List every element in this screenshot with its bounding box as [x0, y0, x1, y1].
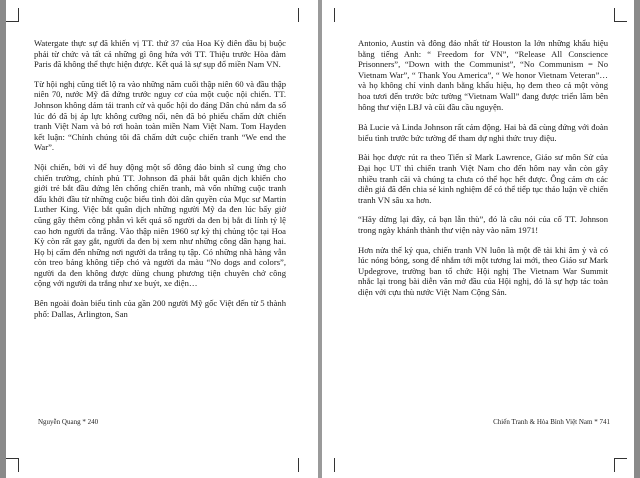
right-page: [322, 0, 634, 478]
paragraph: “Hãy dừng lại đây, cả bạn lẫn thù”, đó là câu nói của cố TT. Johnson trong ngày khánh thành thư viện này vào năm 1971!: [358, 214, 608, 235]
paragraph: Bài học được rút ra theo Tiến sĩ Mark Lawrence, Giáo sư môn Sử của Đại học UT thì chiến tranh Việt Nam cho đến hôm nay vẫn còn gây nhiều tranh cãi và chúng ta chưa có thể học hết được. Ông cảm ơn các diễn giả đã đến chia sẻ kinh nghiệm để có thể tiếp tục thảo luận về chiến tranh VN sâu xa hơn.: [358, 152, 608, 205]
crop-mark: [298, 8, 299, 22]
paragraph: Từ hội nghị cũng tiết lộ ra vào những năm cuối thập niên 60 và đầu thập niên 70, nước Mỹ đã đứng trước nguy cơ của một cuộc nội chiến. TT. Johnson không dám tái tranh cử và quốc hội do đảng Dân chủ nắm đa số lúc đó đã bị áp lực không cưỡng nổi, nên đã bỏ phiếu chấm dứt chiến tranh Việt Nam và bỏ rơi hoàn toàn miền Nam Việt Nam. Tom Hayden kết luận: “Chính chúng tôi đã chấm dứt cuộc chiến tranh “We end the War”.: [34, 78, 286, 153]
paragraph: Bên ngoài đoàn biểu tình của gần 200 người Mỹ gốc Việt đến từ 5 thành phố: Dallas, Arlington, San: [34, 298, 286, 319]
paragraph: Hơn nửa thế kỷ qua, chiến tranh VN luôn là một đề tài khi âm ỷ và có lúc nóng bỏng, song để nhắm tới một tương lai mới, theo Giáo sư Mark Updegrove, trường ban tổ chức Hội nghị The Vietnam War Summit nhắc lại trong bài diễn văn mở đầu của Hội nghị, đó là sự hợp tác toàn diện với cựu thù nước Việt Nam Cộng Sản.: [358, 244, 608, 297]
crop-mark: [614, 458, 615, 472]
crop-mark: [614, 21, 627, 22]
crop-mark: [6, 21, 19, 22]
crop-mark: [18, 458, 19, 472]
crop-mark: [614, 8, 615, 22]
left-page-body: [34, 38, 286, 328]
right-page-body: [358, 38, 608, 306]
crop-mark: [334, 458, 335, 472]
crop-mark: [6, 458, 19, 459]
right-page-footer: Chiến Tranh & Hòa Bình Việt Nam * 741: [493, 418, 610, 426]
crop-mark: [18, 8, 19, 22]
paragraph: Nội chiến, bởi vì để huy động một số đông đảo binh sĩ cung ứng cho chiến trường, chính phủ TT. Johnson đã phải bắt quân dịch khiến cho giới trẻ bắt đầu đứng lên chống chiến tranh, mà vốn những cuộc tranh đấu khởi đầu từ những cuộc biểu tình đòi dân quyền của Mục sư Martin Luther King. Việc bắt quân dịch những người Mỹ da đen lúc bấy giờ cũng gây thêm công phẫn vì kết quả số người da đen bị bắt đi lính tỷ lệ cao hơn người da trắng. Vào thập niên 1960 sự kỳ thị chủng tộc tại Hoa Kỳ còn rất gay gắt, người da đen bị xem như những công dân hạng hai. Họ bị cấm đến những nơi người da trắng tụ tập. Có những nhà hàng vẫn còn treo bảng không tiếp chó và người da màu “No dogs and colors”, người da đen không được dùng chung phương tiện chuyên chở công cộng với người da trắng như xe buýt, xe điện…: [34, 161, 286, 289]
paragraph: Bà Lucie và Linda Johnson rất cảm động. Hai bà đã cùng đứng với đoàn biểu tình trước bức tường để tham dự nghi thức truy điệu.: [358, 122, 608, 143]
crop-mark: [614, 458, 627, 459]
crop-mark: [334, 8, 335, 22]
left-page-footer: Nguyễn Quang * 240: [38, 418, 99, 426]
crop-mark: [298, 458, 299, 472]
paragraph: Watergate thực sự đã khiến vị TT. thứ 37 của Hoa Kỳ điên đầu bị buộc phải từ chức và tất cả những gì ông hứa với TT. Thiệu trước Hòa đàm Paris đã không thể thực hiện được. Kết quả là sự sụp đổ miền Nam VN.: [34, 38, 286, 70]
paragraph: Antonio, Austin và đông đảo nhất từ Houston la lớn những khẩu hiệu bằng tiếng Anh: “ Freedom for VN”, “Release All Conscience Prisonners”, “Down with the Communist”, “No Communism = No Vietnam War”, “ Thank You America”, “ We honor Vietnam Veteran”… và họ không chỉ vinh danh bằng khẩu hiệu, họ đem theo cả một vòng hoa tươi đến trước bức tường “Vietnam Wall” đang được triển lãm bên hông thư viện LBJ và cũi đầu cầu nguyện.: [358, 38, 608, 112]
left-page: [6, 0, 318, 478]
